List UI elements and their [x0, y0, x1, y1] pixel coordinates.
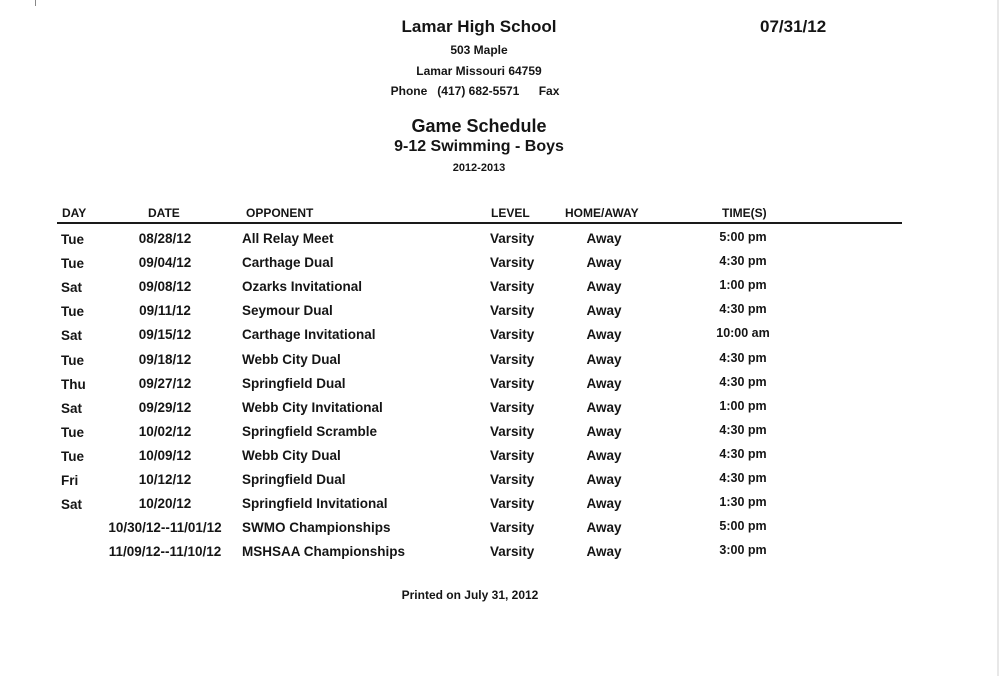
row-date: 10/12/12: [138, 472, 192, 487]
header-rule: [57, 222, 902, 224]
row-level: Varsity: [490, 352, 535, 367]
row-opponent: Springfield Scramble: [242, 424, 378, 439]
schedule-title: Game Schedule: [411, 116, 547, 136]
row-day: Tue: [61, 353, 84, 368]
row-date: 09/15/12: [138, 327, 192, 342]
phone-line: [391, 84, 560, 98]
schedule-subtitle: 9-12 Swimming - Boys: [394, 138, 564, 155]
row-level: Varsity: [490, 255, 535, 270]
row-level: Varsity: [490, 327, 535, 342]
row-time: 3:00 pm: [719, 543, 767, 557]
row-level: Varsity: [490, 496, 535, 511]
column-header-home-away: HOME/AWAY: [565, 206, 639, 220]
row-opponent: Webb City Invitational: [242, 400, 383, 415]
column-header-time: TIME(S): [722, 206, 767, 220]
phone-number: (417) 682-5571: [437, 84, 520, 98]
row-level: Varsity: [490, 520, 535, 535]
column-header-level: LEVEL: [491, 206, 530, 220]
row-day: Tue: [61, 449, 84, 464]
row-date: 10/20/12: [138, 496, 192, 511]
row-level: Varsity: [490, 279, 535, 294]
row-time: 4:30 pm: [719, 351, 767, 365]
row-date: 08/28/12: [138, 231, 192, 246]
row-date: 10/02/12: [138, 424, 192, 439]
row-home-away: Away: [586, 255, 622, 270]
row-time: 4:30 pm: [719, 302, 767, 316]
row-opponent: Carthage Invitational: [242, 327, 376, 342]
address-street: 503 Maple: [450, 43, 508, 57]
row-time: 5:00 pm: [719, 230, 767, 244]
row-opponent: All Relay Meet: [242, 231, 334, 246]
row-home-away: Away: [586, 544, 622, 559]
row-time: 10:00 am: [716, 326, 770, 340]
row-opponent: Webb City Dual: [242, 448, 341, 463]
row-time: 4:30 pm: [719, 471, 767, 485]
schedule-season: 2012-2013: [452, 162, 506, 174]
row-home-away: Away: [586, 424, 622, 439]
row-time: 5:00 pm: [719, 519, 767, 533]
row-home-away: Away: [586, 279, 622, 294]
row-day: Sat: [61, 401, 83, 416]
scan-speck: [35, 0, 36, 6]
row-opponent: Carthage Dual: [242, 255, 334, 270]
row-day: Tue: [61, 425, 84, 440]
row-day: Sat: [61, 280, 83, 295]
row-date: 11/09/12--11/10/12: [108, 544, 222, 559]
row-level: Varsity: [490, 544, 535, 559]
row-date: 09/08/12: [138, 279, 192, 294]
address-city: Lamar Missouri 64759: [416, 64, 542, 78]
row-home-away: Away: [586, 448, 622, 463]
row-home-away: Away: [586, 327, 622, 342]
row-home-away: Away: [586, 400, 622, 415]
row-opponent: SWMO Championships: [242, 520, 391, 535]
row-date: 09/11/12: [139, 303, 191, 318]
row-time: 4:30 pm: [719, 254, 767, 268]
column-header-date: DATE: [148, 206, 180, 220]
row-day: Thu: [61, 377, 86, 392]
row-opponent: Springfield Dual: [242, 376, 346, 391]
row-day: Tue: [61, 304, 84, 319]
row-level: Varsity: [490, 448, 535, 463]
row-level: Varsity: [490, 231, 535, 246]
row-time: 4:30 pm: [719, 375, 767, 389]
row-home-away: Away: [586, 496, 622, 511]
row-date: 09/27/12: [138, 376, 192, 391]
row-date: 10/09/12: [138, 448, 192, 463]
row-opponent: Webb City Dual: [242, 352, 341, 367]
column-header-opponent: OPPONENT: [246, 206, 314, 220]
row-home-away: Away: [586, 231, 622, 246]
row-level: Varsity: [490, 400, 535, 415]
row-day: Tue: [61, 232, 84, 247]
row-level: Varsity: [490, 424, 535, 439]
row-time: 1:00 pm: [719, 278, 767, 292]
row-time: 1:30 pm: [719, 495, 767, 509]
row-day: Sat: [61, 328, 83, 343]
row-level: Varsity: [490, 376, 535, 391]
row-home-away: Away: [586, 520, 622, 535]
row-day: Sat: [61, 497, 83, 512]
print-date: 07/31/12: [760, 17, 827, 36]
phone-label: Phone: [390, 84, 428, 98]
row-opponent: Springfield Invitational: [242, 496, 388, 511]
row-date: 09/04/12: [138, 255, 192, 270]
row-time: 4:30 pm: [719, 423, 767, 437]
school-name: Lamar High School: [401, 17, 557, 36]
row-date: 09/29/12: [138, 400, 192, 415]
row-home-away: Away: [586, 303, 622, 318]
row-day: Fri: [61, 473, 79, 488]
row-home-away: Away: [586, 472, 622, 487]
row-home-away: Away: [586, 352, 622, 367]
row-date: 09/18/12: [138, 352, 192, 367]
row-opponent: Springfield Dual: [242, 472, 346, 487]
row-day: Tue: [61, 256, 84, 271]
printed-on: Printed on July 31, 2012: [401, 588, 539, 602]
row-level: Varsity: [490, 303, 535, 318]
row-home-away: Away: [586, 376, 622, 391]
scan-edge: [997, 0, 999, 676]
row-opponent: MSHSAA Championships: [242, 544, 406, 559]
row-opponent: Ozarks Invitational: [242, 279, 363, 294]
row-date: 10/30/12--11/01/12: [108, 520, 222, 535]
fax-label: Fax: [538, 84, 560, 98]
column-header-day: DAY: [62, 206, 87, 220]
row-time: 1:00 pm: [719, 399, 767, 413]
row-level: Varsity: [490, 472, 535, 487]
row-time: 4:30 pm: [719, 447, 767, 461]
row-opponent: Seymour Dual: [242, 303, 333, 318]
